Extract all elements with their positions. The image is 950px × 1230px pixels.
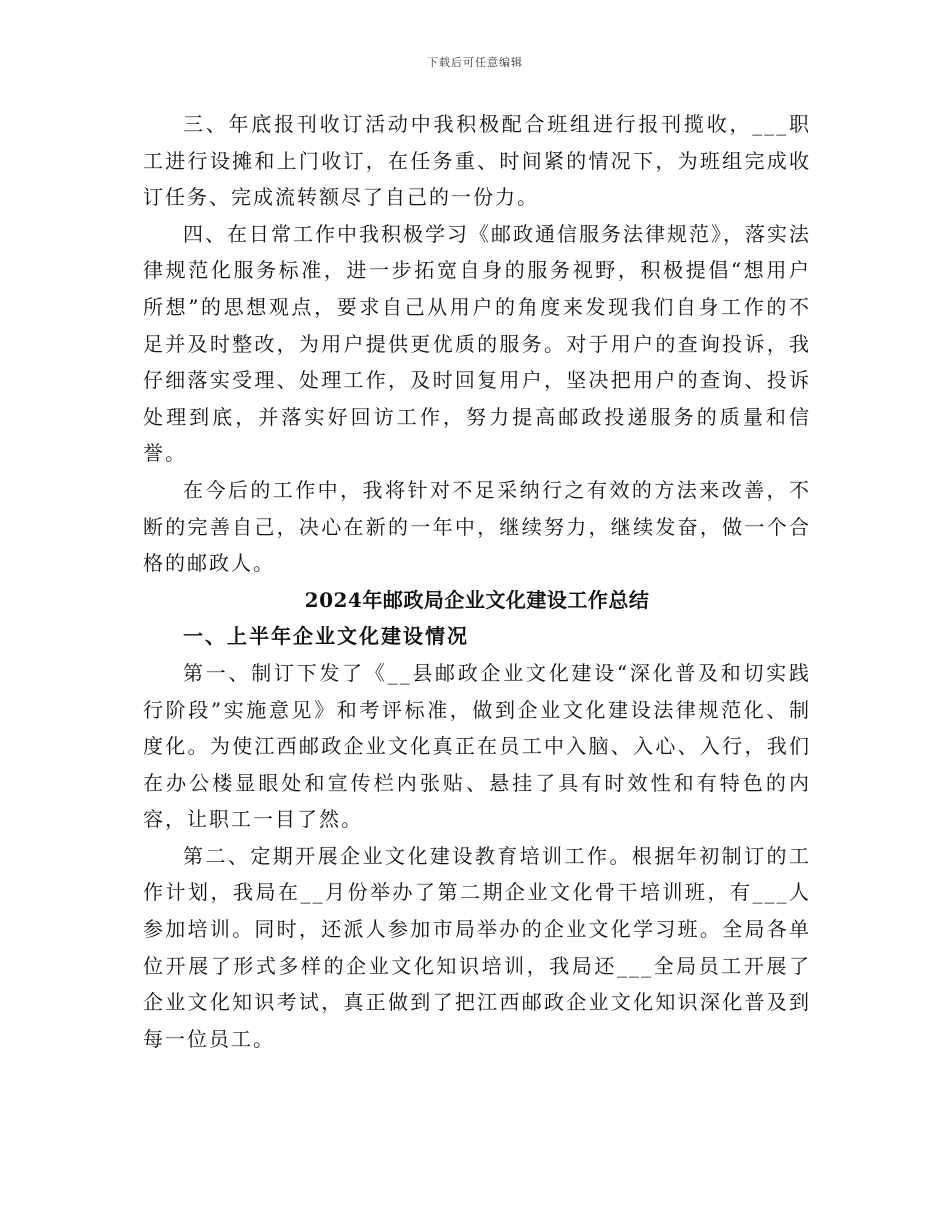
document-title: 2024年邮政局企业文化建设工作总结 (304, 587, 650, 612)
paragraph-first: 第一、制订下发了《__县邮政企业文化建设“深化普及和切实践行阶段”实施意见》和考评标准，做到企业文化建设法律规范化、制度化。为使江西邮政企业文化真正在员工中入脑、入心、入行，我们在办公楼显眼处和宣传栏内张贴、悬挂了具有时效性和有特色的内容，让职工一目了然。 (143, 660, 811, 832)
section-heading: 一、上半年企业文化建设情况 (183, 624, 469, 649)
document-body (143, 106, 811, 1057)
paragraph-conclusion: 在今后的工作中，我将针对不足采纳行之有效的方法来改善，不断的完善自己，决心在新的一年中，继续努力，继续发奋，做一个合格的邮政人。 (143, 477, 811, 576)
paragraph-item-4: 四、在日常工作中我积极学习《邮政通信服务法律规范》，落实法律规范化服务标准，进一步拓宽自身的服务视野，积极提倡“想用户所想”的思想观点，要求自己从用户的角度来发现我们自身工作的不足并及时整改，为用户提供更优质的服务。对于用户的查询投诉，我仔细落实受理、处理工作，及时回复用户，坚决把用户的查询、投诉处理到底，并落实好回访工作，努力提高邮政投递服务的质量和信誉。 (143, 221, 811, 466)
paragraph-item-3: 三、年底报刊收订活动中我积极配合班组进行报刊揽收，___职工进行设摊和上门收订，在任务重、时间紧的情况下，为班组完成收订任务、完成流转额尽了自己的一份力。 (143, 112, 811, 210)
paragraph-second: 第二、定期开展企业文化建设教育培训工作。根据年初制订的工作计划，我局在__月份举办了第二期企业文化骨干培训班，有___人参加培训。同时，还派人参加市局举办的企业文化学习班。全局各单位开展了形式多样的企业文化知识培训，我局还___全局员工开展了企业文化知识考试，真正做到了把江西邮政企业文化知识深化普及到每一位员工。 (143, 843, 811, 1051)
page-header-note: 下载后可任意编辑 (427, 56, 523, 69)
